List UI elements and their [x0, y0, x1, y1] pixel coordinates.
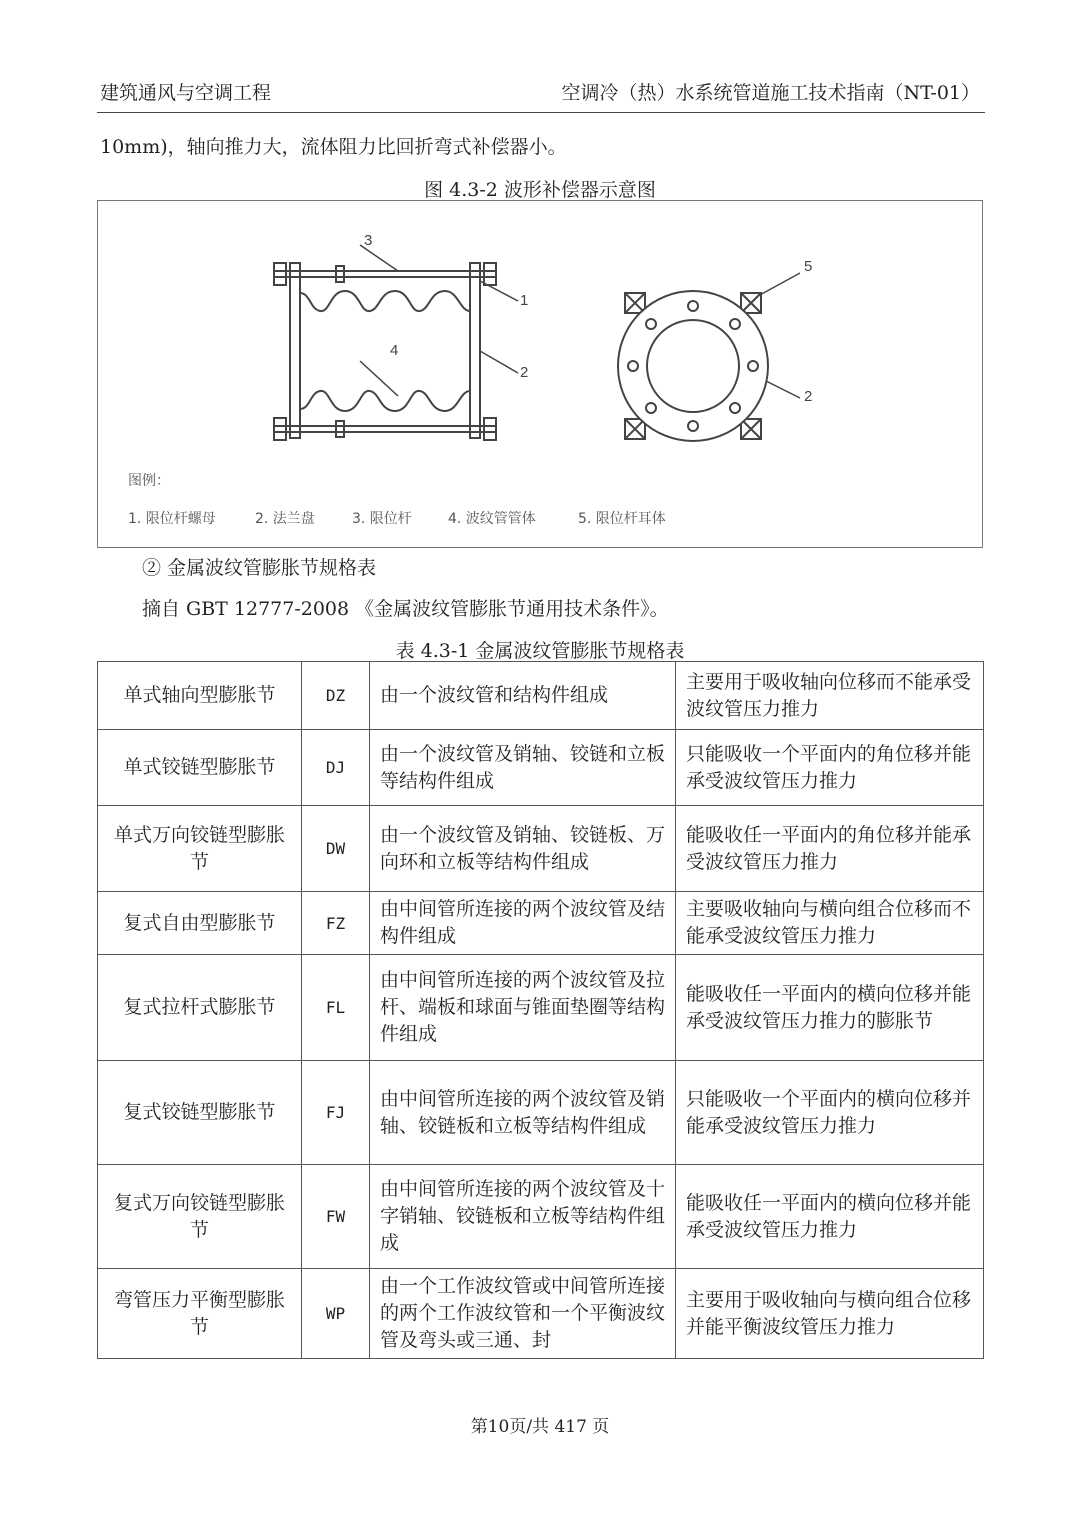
leader-line-2b: [766, 381, 800, 398]
function-cell: 能吸收任一平面内的横向位移并能承受波纹管压力推力: [676, 1165, 984, 1269]
type-name-cell: 复式万向铰链型膨胀节: [98, 1165, 302, 1269]
composition-cell: 由中间管所连接的两个波纹管及销轴、铰链板和立板等结构件组成: [370, 1061, 676, 1165]
flange-face-view: [618, 273, 800, 441]
legend-item-3: 3. 限位杆: [352, 511, 412, 527]
leader-line-5: [758, 273, 800, 296]
type-name-cell: 复式铰链型膨胀节: [98, 1061, 302, 1165]
composition-cell: 由一个波纹管和结构件组成: [370, 662, 676, 730]
header-left-title: 建筑通风与空调工程: [100, 82, 272, 104]
nut-icon: [336, 421, 344, 437]
callout-1: 1: [520, 292, 529, 309]
legend-item-1: 1. 限位杆螺母: [128, 511, 216, 527]
type-name-cell: 单式轴向型膨胀节: [98, 662, 302, 730]
header-right-title: 空调冷（热）水系统管道施工技术指南（NT-01）: [561, 82, 980, 104]
continuation-text: 10mm)，轴向推力大，流体阻力比回折弯式补偿器小。: [100, 136, 567, 158]
function-cell: 主要用于吸收轴向位移而不能承受波纹管压力推力: [676, 662, 984, 730]
header-divider: [97, 112, 985, 113]
type-name-cell: 单式万向铰链型膨胀节: [98, 806, 302, 892]
flange-outer-ring: [618, 291, 768, 441]
leader-line-1: [480, 281, 518, 301]
composition-cell: 由中间管所连接的两个波纹管及十字销轴、铰链板和立板等结构件组成: [370, 1165, 676, 1269]
table-row: [98, 892, 984, 955]
type-name-cell: 复式自由型膨胀节: [98, 892, 302, 955]
type-code-cell: FL: [302, 955, 370, 1061]
nut-icon: [274, 263, 286, 285]
function-cell: 能吸收任一平面内的横向位移并能承受波纹管压力推力的膨胀节: [676, 955, 984, 1061]
table-row: [98, 955, 984, 1061]
table-row: [98, 1061, 984, 1165]
callout-3: 3: [364, 232, 373, 249]
source-reference: 摘自 GBT 12777-2008 《金属波纹管膨胀节通用技术条件》。: [142, 598, 669, 620]
function-cell: 只能吸收一个平面内的角位移并能承受波纹管压力推力: [676, 730, 984, 806]
bellows-top-profile: [300, 291, 470, 311]
composition-cell: 由一个波纹管及销轴、铰链和立板等结构件组成: [370, 730, 676, 806]
nut-icon: [274, 418, 286, 440]
callout-2-right: 2: [804, 388, 813, 405]
type-name-cell: 复式拉杆式膨胀节: [98, 955, 302, 1061]
function-cell: 主要吸收轴向与横向组合位移而不能承受波纹管压力推力: [676, 892, 984, 955]
leader-line-2: [480, 351, 518, 373]
composition-cell: 由一个工作波纹管或中间管所连接的两个工作波纹管和一个平衡波纹管及弯头或三通、封: [370, 1269, 676, 1359]
nut-icon: [336, 266, 344, 282]
type-code-cell: DZ: [302, 662, 370, 730]
table-row: [98, 730, 984, 806]
legend-item-2: 2. 法兰盘: [255, 511, 315, 527]
table-row: [98, 1165, 984, 1269]
function-cell: 只能吸收一个平面内的横向位移并能承受波纹管压力推力: [676, 1061, 984, 1165]
table-caption: 表 4.3-1 金属波纹管膨胀节规格表: [395, 640, 685, 662]
legend-title: 图例：: [128, 473, 170, 489]
function-cell: 能吸收任一平面内的角位移并能承受波纹管压力推力: [676, 806, 984, 892]
section-heading: ② 金属波纹管膨胀节规格表: [142, 557, 377, 579]
composition-cell: 由中间管所连接的两个波纹管及拉杆、端板和球面与锥面垫圈等结构件组成: [370, 955, 676, 1061]
table-row: [98, 662, 984, 730]
nut-icon: [484, 418, 496, 440]
bellows-bottom-profile: [300, 391, 470, 411]
legend-item-4: 4. 波纹管管体: [448, 511, 536, 527]
table-row: [98, 806, 984, 892]
callout-4: 4: [390, 342, 399, 359]
left-flange: [290, 263, 300, 438]
type-code-cell: DJ: [302, 730, 370, 806]
table-row: [98, 1269, 984, 1359]
compensator-diagram: [98, 201, 984, 549]
spec-table: [97, 661, 984, 1359]
callout-2: 2: [520, 364, 529, 381]
composition-cell: 由中间管所连接的两个波纹管及结构件组成: [370, 892, 676, 955]
page-number: 第10页/共 417 页: [470, 1417, 610, 1437]
figure-caption: 图 4.3-2 波形补偿器示意图: [424, 179, 656, 201]
right-flange: [470, 263, 480, 438]
type-code-cell: DW: [302, 806, 370, 892]
type-code-cell: FW: [302, 1165, 370, 1269]
type-code-cell: FZ: [302, 892, 370, 955]
type-code-cell: WP: [302, 1269, 370, 1359]
type-name-cell: 单式铰链型膨胀节: [98, 730, 302, 806]
type-code-cell: FJ: [302, 1061, 370, 1165]
compensator-figure: [97, 200, 983, 548]
nut-icon: [484, 263, 496, 285]
composition-cell: 由一个波纹管及销轴、铰链板、万向环和立板等结构件组成: [370, 806, 676, 892]
function-cell: 主要用于吸收轴向与横向组合位移并能平衡波纹管压力推力: [676, 1269, 984, 1359]
callout-5: 5: [804, 258, 813, 275]
type-name-cell: 弯管压力平衡型膨胀节: [98, 1269, 302, 1359]
legend-item-5: 5. 限位杆耳体: [578, 511, 666, 527]
